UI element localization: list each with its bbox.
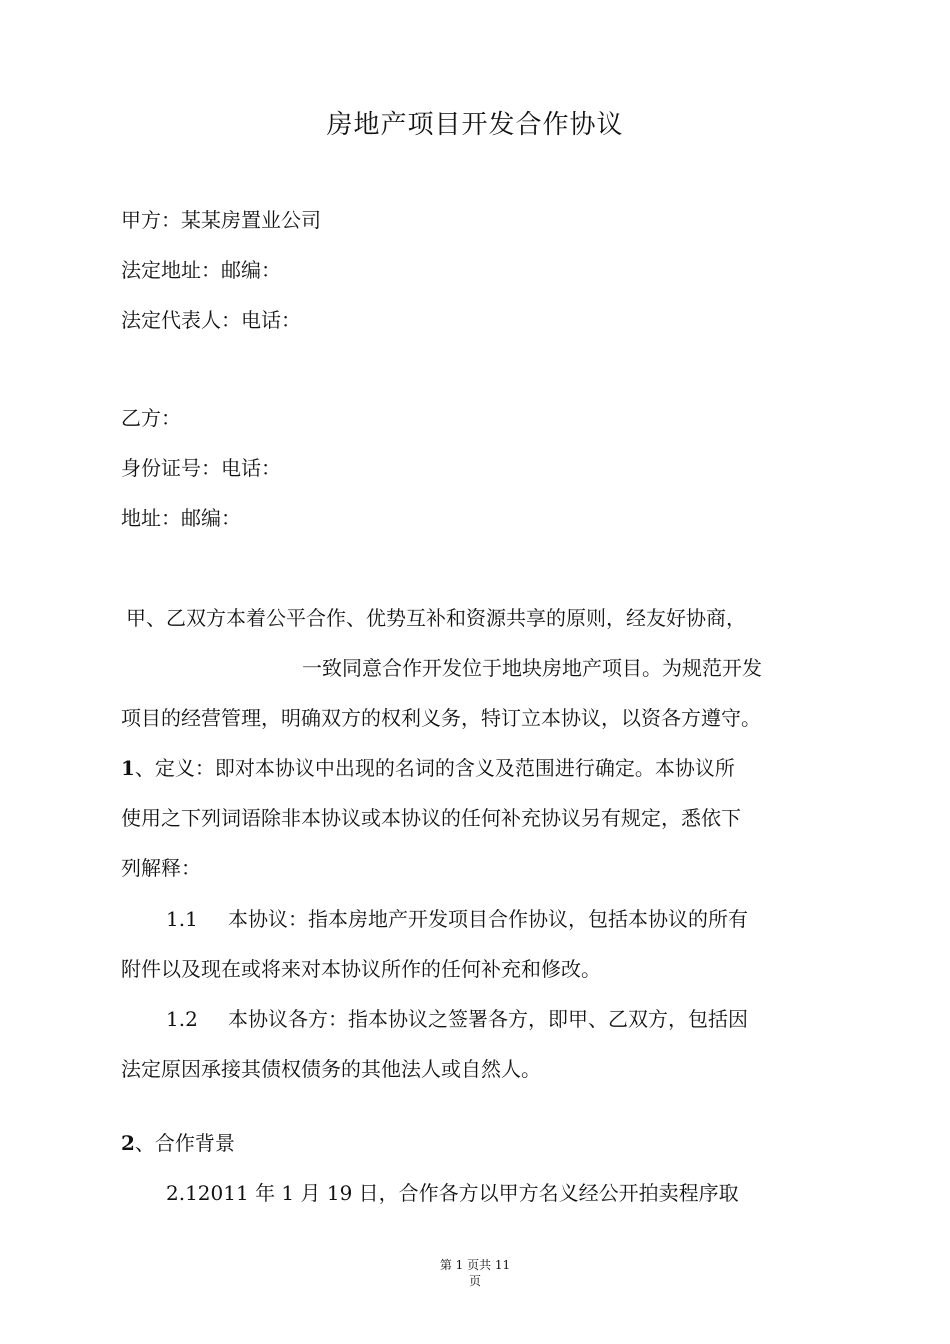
section-2-line-1: 2.12011 年 1 月 19 日，合作各方以甲方名义经公开拍卖程序取 <box>166 1181 739 1205</box>
item-1-2-number: 1.2 <box>166 1007 198 1031</box>
party-a-address: 法定地址：邮编： <box>121 258 281 282</box>
section-1-line-1: 、定义：即对本协议中出现的名词的含义及范围进行确定。本协议所 <box>134 756 735 780</box>
page-number: 第 1 页共 11 <box>439 1258 511 1272</box>
section-2-number: 2 <box>121 1131 135 1155</box>
party-b-name: 乙方： <box>121 406 181 430</box>
item-1-1-line-1: 本协议：指本房地产开发项目合作协议，包括本协议的所有 <box>228 907 748 931</box>
document-title: 房地产项目开发合作协议 <box>326 110 624 140</box>
item-1-2-line-1: 本协议各方：指本协议之签署各方，即甲、乙双方，包括因 <box>228 1007 748 1031</box>
section-1-heading <box>121 756 735 780</box>
item-1-1-number: 1.1 <box>166 907 198 931</box>
section-2-heading <box>121 1131 235 1155</box>
intro-line-2: 一致同意合作开发位于地块房地产项目。为规范开发 <box>302 656 762 680</box>
section-1-line-2: 使用之下列词语除非本协议或本协议的任何补充协议另有规定，悉依下 <box>121 806 741 830</box>
item-1-1-line-2: 附件以及现在或将来对本协议所作的任何补充和修改。 <box>121 957 601 981</box>
section-1-line-3: 列解释： <box>121 856 201 880</box>
intro-line-3: 项目的经营管理，明确双方的权利义务，特订立本协议，以资各方遵守。 <box>121 706 761 730</box>
party-b-address: 地址：邮编： <box>121 506 241 530</box>
item-1-2-line-2: 法定原因承接其债权债务的其他法人或自然人。 <box>121 1057 541 1081</box>
party-a-name: 甲方：某某房置业公司 <box>121 208 321 232</box>
party-b-id: 身份证号：电话： <box>121 456 281 480</box>
page-footer <box>0 1257 950 1289</box>
party-a-representative: 法定代表人：电话： <box>121 308 301 332</box>
section-1-number: 1 <box>121 756 135 780</box>
intro-line-1: 甲、乙双方本着公平合作、优势互补和资源共享的原则，经友好协商， <box>126 606 746 630</box>
section-2-title: 、合作背景 <box>134 1131 235 1155</box>
page-number-suffix: 页 <box>468 1274 481 1288</box>
